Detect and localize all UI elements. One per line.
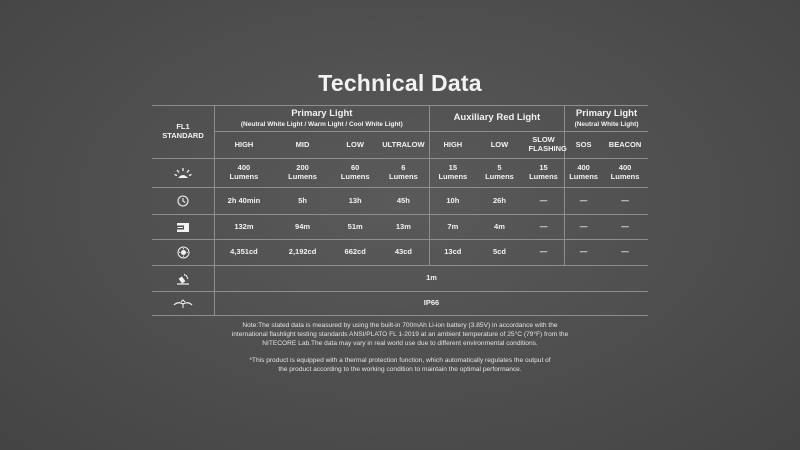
output-value: 15 (539, 163, 548, 173)
runtime-cell: 5h (273, 188, 332, 215)
group-header-row (152, 106, 648, 132)
mode-header: SOS (565, 132, 603, 159)
waterproof-row (152, 292, 648, 316)
distance-icon-cell (152, 215, 215, 240)
mode-header: BEACON (602, 132, 648, 159)
runtime-cell: — (602, 188, 648, 215)
light-output-icon (152, 167, 214, 179)
distance-cell: — (565, 215, 603, 240)
distance-cell: 7m (429, 215, 476, 240)
primary-neutral-light-group (565, 106, 648, 132)
technical-data-table (152, 105, 648, 316)
intensity-row (152, 240, 648, 266)
distance-cell: — (523, 215, 565, 240)
mode-header: LOW (332, 132, 378, 159)
distance-cell: — (602, 215, 648, 240)
output-unit: Lumens (438, 172, 468, 181)
runtime-icon-cell (152, 188, 215, 215)
runtime-cell: — (565, 188, 603, 215)
note-line: the product according to the working condition to maintain the optimal performance. (278, 365, 522, 373)
output-unit: Lumens (229, 172, 259, 181)
distance-cell: 51m (332, 215, 378, 240)
output-value: 400 (237, 163, 251, 173)
mode-header: HIGH (429, 132, 476, 159)
output-row (152, 159, 648, 188)
primary-neutral-light-title: Primary Light (575, 107, 638, 119)
intensity-cell: 13cd (429, 240, 476, 266)
impact-resistance-value: 1m (215, 266, 648, 292)
output-value: 60 (351, 163, 360, 173)
model-name: FL1 (176, 122, 190, 132)
output-cell (429, 159, 476, 188)
runtime-cell: 10h (429, 188, 476, 215)
output-cell (476, 159, 523, 188)
output-unit: Lumens (288, 172, 317, 181)
runtime-cell: — (523, 188, 565, 215)
primary-light-group (215, 106, 430, 132)
mode-header-slow-flashing: SLOW FLASHING (528, 135, 567, 153)
note-line: international flashlight testing standards ANSI/PLATO FL 1-2019 at an ambient temperature of 25°C (79°F) from the (231, 330, 569, 338)
page-title: Technical Data (318, 70, 482, 96)
distance-cell: 94m (273, 215, 332, 240)
output-cell (565, 159, 603, 188)
note-line: NITECORE Lab.The data may vary in real world use due to different environmental conditions. (262, 339, 538, 347)
runtime-cell: 2h 40min (215, 188, 273, 215)
model-cell (152, 106, 215, 159)
output-value: 400 (577, 163, 590, 173)
thermal-protection-note (180, 357, 620, 375)
output-value: 200 (296, 163, 309, 173)
impact-row (152, 266, 648, 292)
mode-header (523, 132, 565, 159)
output-unit: Lumens (529, 172, 558, 181)
output-cell (378, 159, 429, 188)
intensity-cell: 4,351cd (215, 240, 273, 266)
model-variant: STANDARD (162, 131, 204, 140)
mode-header: MID (273, 132, 332, 159)
impact-resistance-icon (152, 273, 214, 285)
primary-neutral-light-subtitle: (Neutral White Light) (574, 120, 639, 128)
mode-header: ULTRALOW (378, 132, 429, 159)
output-unit: Lumens (340, 172, 370, 181)
waterproof-icon (152, 299, 214, 309)
distance-cell: 13m (378, 215, 429, 240)
intensity-cell: — (602, 240, 648, 266)
runtime-row (152, 188, 648, 215)
note-line: Note:The stated data is measured by using the built-in 700mAh Li-ion battery (3.85V) in accordance with the (242, 322, 558, 329)
runtime-cell: 45h (378, 188, 429, 215)
intensity-cell: 5cd (476, 240, 523, 266)
output-unit: Lumens (388, 172, 418, 181)
beam-distance-icon (152, 222, 214, 233)
output-cell (523, 159, 565, 188)
measurement-note (180, 322, 620, 349)
output-cell (273, 159, 332, 188)
mode-row (152, 132, 648, 159)
primary-light-title: Primary Light (291, 107, 353, 119)
intensity-cell: 43cd (378, 240, 429, 266)
auxiliary-red-light-title: Auxiliary Red Light (453, 112, 541, 124)
output-value: 5 (497, 163, 502, 173)
output-value: 6 (401, 163, 406, 173)
intensity-cell: 662cd (332, 240, 378, 266)
output-unit: Lumens (610, 172, 640, 181)
runtime-cell: 26h (476, 188, 523, 215)
intensity-icon (152, 246, 214, 259)
intensity-icon-cell (152, 240, 215, 266)
intensity-cell: 2,192cd (273, 240, 332, 266)
distance-cell: 4m (476, 215, 523, 240)
distance-cell: 132m (215, 215, 273, 240)
output-unit: Lumens (569, 172, 598, 181)
runtime-cell: 13h (332, 188, 378, 215)
impact-icon-cell (152, 266, 215, 292)
distance-row (152, 215, 648, 240)
output-cell (602, 159, 648, 188)
output-icon-cell (152, 159, 215, 188)
waterproof-icon-cell (152, 292, 215, 316)
primary-light-subtitle: (Neutral White Light / Warm Light / Cool White Light) (240, 120, 403, 128)
output-cell (215, 159, 273, 188)
output-value: 15 (448, 163, 457, 173)
output-unit: Lumens (485, 172, 514, 181)
output-cell (332, 159, 378, 188)
mode-header: LOW (476, 132, 523, 159)
waterproof-rating-value: IP66 (215, 292, 648, 316)
intensity-cell: — (565, 240, 603, 266)
output-value: 400 (618, 163, 632, 173)
auxiliary-red-light-group (429, 106, 564, 132)
clock-icon (152, 195, 214, 207)
mode-header: HIGH (215, 132, 273, 159)
note-line: *This product is equipped with a thermal protection function, which automatically regulates the output of (249, 357, 551, 364)
intensity-cell: — (523, 240, 565, 266)
